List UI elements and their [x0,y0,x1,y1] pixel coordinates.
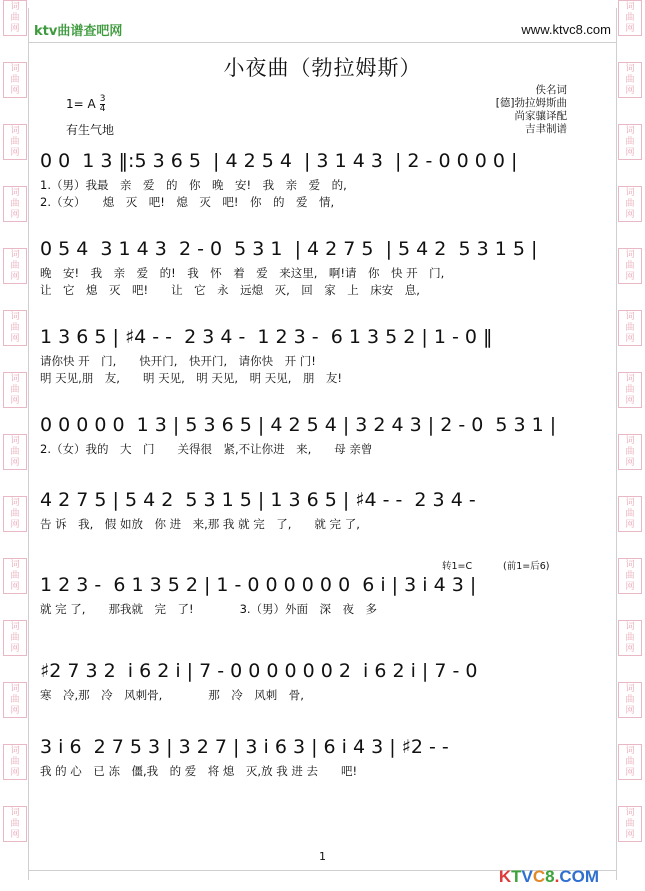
watermark-stamp [3,558,27,594]
watermark-char: 曲 [10,12,20,23]
watermark-char: 曲 [10,756,20,767]
credit-line: 佚名词 [535,84,567,96]
watermark-char: 曲 [10,632,20,643]
footer-logo-k: K [498,867,512,886]
watermark-char: 曲 [625,694,635,705]
score-system [40,487,610,532]
watermark-stamp [618,310,642,346]
score-system [40,412,610,457]
watermark-char: 网 [10,581,20,592]
watermark-char: 曲 [625,446,635,457]
watermark-column-left [2,0,28,891]
lyric-line: 2.（女）我的 大 门 关得很 紧,不让你进 来, 母 亲曾 [40,442,373,456]
watermark-char: 词 [10,187,20,198]
lyric-line: 1.（男）我最 亲 爱 的 你 晚 安! 我 亲 爱 的, [40,178,347,192]
lyric-line: 我 的 心 已 冻 僵,我 的 爱 将 熄 灭,放 我 进 去 吧! [40,764,358,778]
header-divider [28,42,617,43]
site-logo[interactable]: ktv曲谱查吧网 [34,23,123,39]
modulation-annotation: 转1=C [442,561,473,572]
watermark-char: 网 [10,85,20,96]
watermark-char: 网 [625,767,635,778]
watermark-stamp [3,186,27,222]
watermark-char: 词 [625,373,635,384]
score-system [40,324,610,386]
watermark-char: 网 [10,209,20,220]
watermark-stamp [618,744,642,780]
watermark-stamp [3,124,27,160]
watermark-char: 网 [625,395,635,406]
watermark-stamp [3,682,27,718]
page-title: 小夜曲（勃拉姆斯） [223,56,422,80]
watermark-char: 曲 [625,260,635,271]
key-label: 1= A [66,97,96,111]
watermark-char: 网 [625,85,635,96]
watermark-char: 曲 [625,570,635,581]
watermark-stamp [3,310,27,346]
credit-line: [德]勃拉姆斯曲 [495,97,567,109]
watermark-char: 网 [10,829,20,840]
watermark-char: 曲 [625,632,635,643]
watermark-stamp [618,496,642,532]
watermark-stamp [618,124,642,160]
watermark-char: 网 [625,829,635,840]
watermark-char: 词 [625,621,635,632]
notation-line: 0 0 0 0 0 1 3 | 5 3 6 5 | 4 2 5 4 | 3 2 4 3 | 2 - 0 5 3 1 | [40,414,557,436]
watermark-char: 词 [625,249,635,260]
watermark-char: 词 [625,1,635,12]
watermark-char: 曲 [625,756,635,767]
watermark-char: 网 [10,395,20,406]
watermark-char: 词 [625,63,635,74]
watermark-char: 网 [625,23,635,34]
watermark-char: 曲 [10,198,20,209]
watermark-char: 网 [625,705,635,716]
credit-line: 吉聿制谱 [525,123,567,135]
watermark-char: 网 [625,519,635,530]
watermark-char: 曲 [10,818,20,829]
watermark-stamp [618,806,642,842]
watermark-char: 网 [625,333,635,344]
watermark-stamp [618,372,642,408]
watermark-char: 曲 [10,74,20,85]
lyric-line: 让 它 熄 灭 吧! 让 它 永 远熄 灭, 回 家 上 床安 息, [40,283,420,297]
key-signature-block [66,96,114,138]
watermark-char: 词 [625,187,635,198]
watermark-char: 词 [625,497,635,508]
watermark-char: 词 [10,683,20,694]
score-system [40,734,610,779]
watermark-char: 词 [10,559,20,570]
watermark-char: 网 [625,271,635,282]
watermark-stamp [3,744,27,780]
watermark-char: 词 [10,621,20,632]
score-system [40,148,610,210]
lyric-line: 寒 冷,那 冷 风刺骨, 那 冷 风刺 骨, [40,688,304,702]
watermark-char: 网 [625,457,635,468]
notation-line: 0 0 1 3 ‖:5 3 6 5 | 4 2 5 4 | 3 1 4 3 | 2 - 0 0 0 0 | [40,150,518,172]
time-signature [100,95,106,114]
watermark-char: 网 [625,643,635,654]
watermark-char: 网 [10,519,20,530]
watermark-char: 词 [10,311,20,322]
watermark-char: 词 [625,683,635,694]
watermark-char: 曲 [10,570,20,581]
page-number: 1 [319,850,326,863]
footer-logo-c: C [532,867,546,886]
modulation-note-annotation: (前1=后6) [503,561,550,572]
lyric-line: 请你快 开 门, 快开门, 快开门, 请你快 开 门! [40,354,316,368]
watermark-stamp [3,620,27,656]
watermark-char: 词 [10,63,20,74]
watermark-char: 网 [10,457,20,468]
watermark-stamp [618,682,642,718]
watermark-char: 曲 [625,198,635,209]
time-signature-denominator: 4 [99,104,106,114]
watermark-char: 曲 [625,818,635,829]
footer-logo[interactable] [499,867,599,887]
watermark-char: 曲 [10,508,20,519]
watermark-char: 网 [10,147,20,158]
watermark-char: 网 [10,271,20,282]
watermark-char: 网 [625,209,635,220]
footer-logo-v: V [521,867,533,886]
watermark-stamp [3,372,27,408]
watermark-stamp [3,806,27,842]
watermark-char: 曲 [10,260,20,271]
lyric-line: 明 天见,朋 友, 明 天见, 明 天见, 明 天见, 朋 友! [40,371,343,385]
watermark-char: 曲 [625,136,635,147]
watermark-stamp [618,434,642,470]
watermark-stamp [618,248,642,284]
watermark-char: 词 [10,1,20,12]
lyric-line: 2.（女） 熄 灭 吧! 熄 灭 吧! 你 的 爱 情, [40,195,335,209]
watermark-char: 网 [10,23,20,34]
watermark-char: 网 [10,767,20,778]
watermark-char: 词 [625,807,635,818]
watermark-char: 词 [10,373,20,384]
watermark-char: 词 [625,435,635,446]
watermark-stamp [3,434,27,470]
notation-line: 3 i 6 2 7 5 3 | 3 2 7 | 3 i 6 3 | 6 i 4 3 | ♯2 - - [40,736,449,758]
credits-block [496,84,567,136]
watermark-char: 词 [10,807,20,818]
watermark-stamp [618,0,642,36]
credit-line: 尚家骧译配 [514,110,567,122]
watermark-char: 曲 [10,384,20,395]
watermark-char: 网 [625,581,635,592]
score-system [40,658,610,703]
watermark-char: 曲 [10,446,20,457]
watermark-char: 词 [10,249,20,260]
watermark-char: 曲 [625,12,635,23]
watermark-stamp [618,186,642,222]
tempo-marking: 有生气地 [66,123,115,137]
lyric-line: 就 完 了, 那我就 完 了! 3.（男）外面 深 夜 多 [40,602,378,616]
watermark-stamp [3,248,27,284]
watermark-char: 网 [625,147,635,158]
watermark-stamp [3,496,27,532]
watermark-char: 词 [10,435,20,446]
watermark-char: 曲 [10,136,20,147]
watermark-char: 曲 [10,322,20,333]
watermark-char: 曲 [625,384,635,395]
watermark-char: 曲 [625,74,635,85]
lyric-line: 晚 安! 我 亲 爱 的! 我 怀 着 爱 来这里, 啊!请 你 快 开 门, [40,266,445,280]
watermark-char: 曲 [10,694,20,705]
notation-line: 1 3 6 5 | ♯4 - - 2 3 4 - 1 2 3 - 6 1 3 5 2 | 1 - 0 ‖ [40,326,493,348]
notation-line: 4 2 7 5 | 5 4 2 5 3 1 5 | 1 3 6 5 | ♯4 - - 2 3 4 - [40,489,476,511]
footer-logo-8: 8 [545,867,555,886]
watermark-char: 词 [625,559,635,570]
watermark-char: 词 [10,745,20,756]
notation-line: 0 5 4 3 1 4 3 2 - 0 5 3 1 | 4 2 7 5 | 5 4 2 5 3 1 5 | [40,238,538,260]
watermark-char: 词 [625,125,635,136]
time-signature-numerator: 3 [99,94,106,104]
footer-logo-dot: . [554,867,560,886]
watermark-char: 词 [10,125,20,136]
watermark-stamp [618,558,642,594]
score-system [40,236,610,298]
watermark-stamp [3,0,27,36]
watermark-char: 曲 [625,508,635,519]
watermark-char: 词 [625,311,635,322]
watermark-char: 网 [10,333,20,344]
footer-logo-t: T [511,867,522,886]
lyric-line: 告 诉 我, 假 如放 你 进 来,那 我 就 完 了, 就 完 了, [40,517,360,531]
watermark-char: 网 [10,705,20,716]
watermark-char: 词 [10,497,20,508]
watermark-column-right [617,0,643,891]
watermark-char: 网 [10,643,20,654]
notation-line: ♯2 7 3 2 i 6 2 i | 7 - 0 0 0 0 0 0 2 i 6 2 i | 7 - 0 [40,660,478,682]
score-system [40,561,610,617]
header-bar [28,18,617,40]
watermark-stamp [618,620,642,656]
watermark-char: 词 [625,745,635,756]
notation-line: 1 2 3 - 6 1 3 5 2 | 1 - 0 0 0 0 0 0 6 i | 3 i 4 3 | [40,574,477,596]
watermark-char: 曲 [625,322,635,333]
site-url[interactable]: www.ktvc8.com [521,21,611,37]
footer-logo-com: COM [559,867,599,886]
